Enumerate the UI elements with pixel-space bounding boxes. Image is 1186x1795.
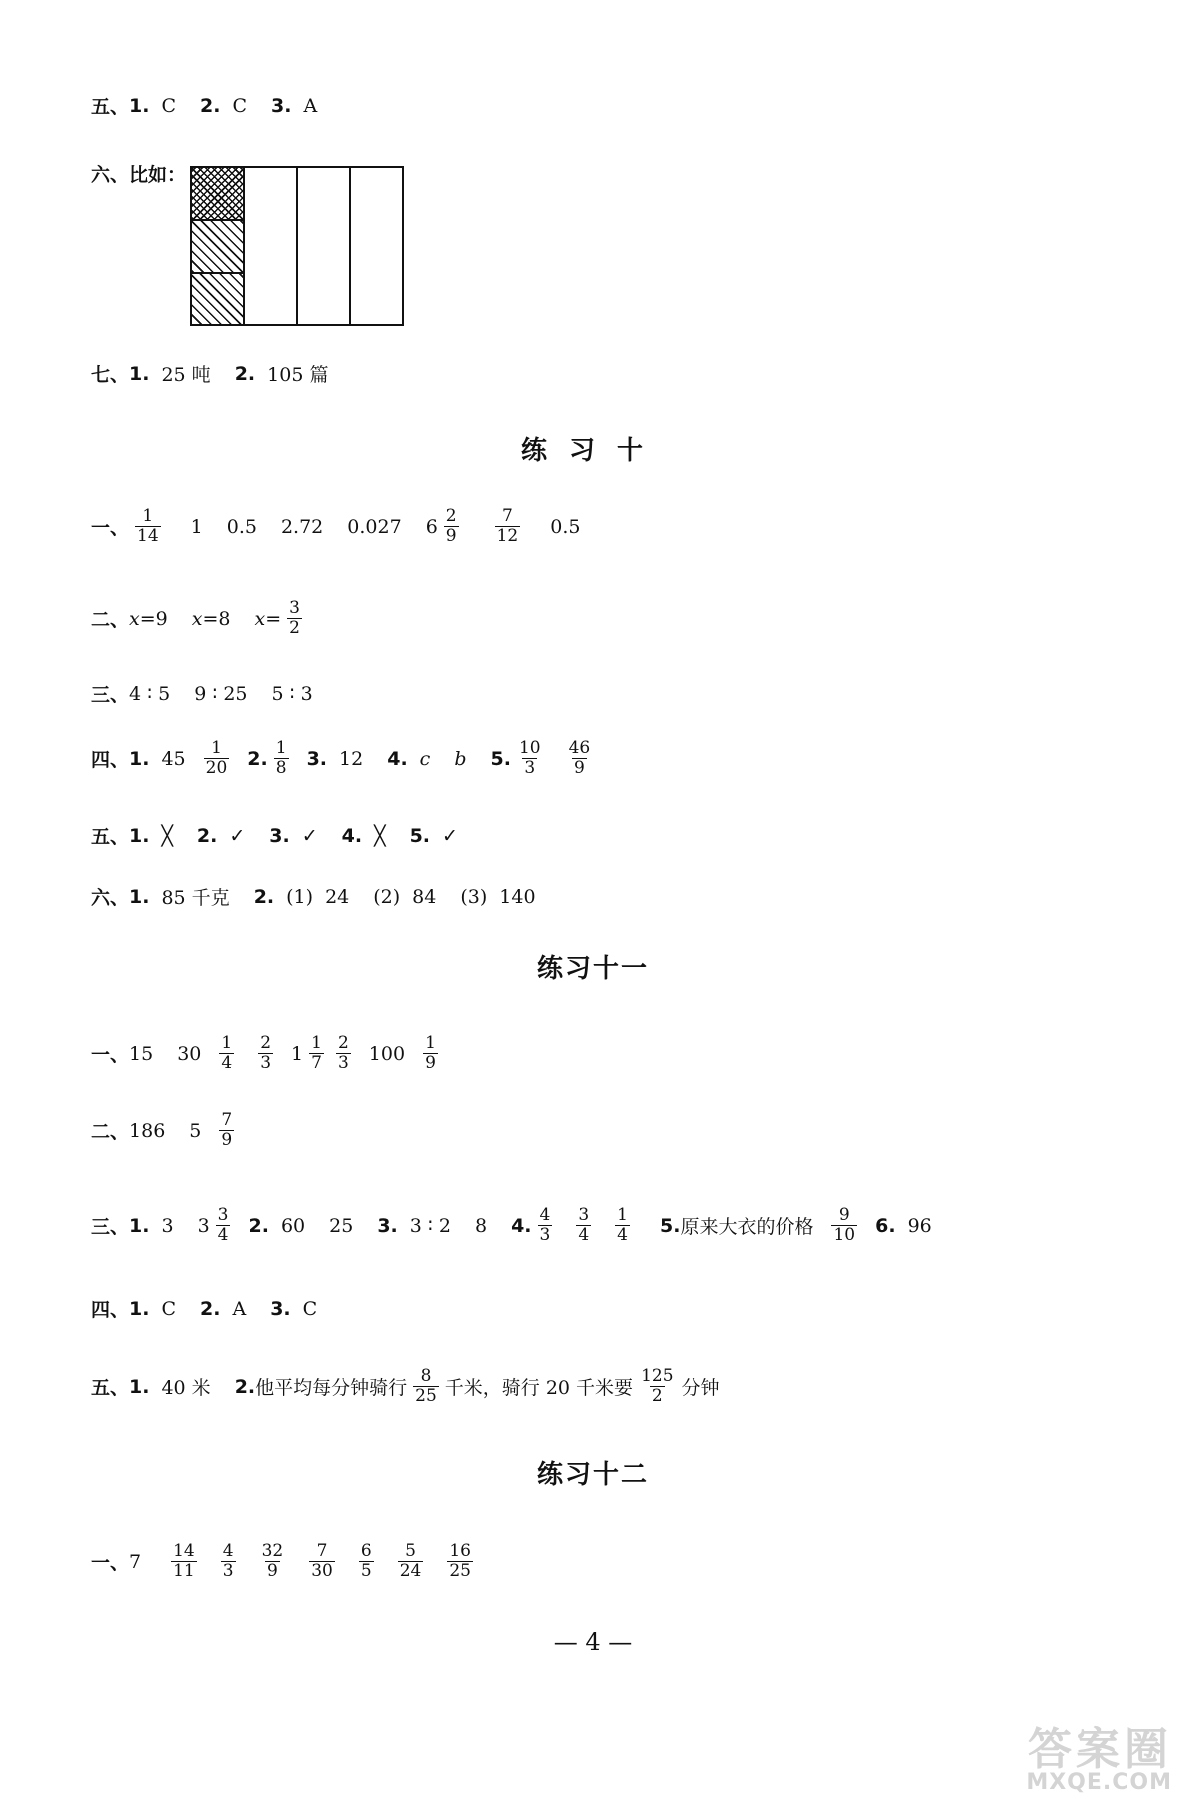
fraction: $\frac{3}{2}$ [289, 598, 300, 638]
answer: 2.72 [280, 515, 324, 538]
answer: 60 [280, 1214, 306, 1237]
fraction: 10 3 [518, 738, 541, 778]
ex11-q4-line [91, 1295, 317, 1322]
fraction: 14 11 [173, 1541, 195, 1581]
answer: 7 [129, 1550, 142, 1573]
item-num: 3. [306, 747, 328, 770]
ex11-q3-line [91, 1207, 932, 1245]
answer: 40 米 [161, 1377, 211, 1400]
answer: 85 千克 [161, 887, 230, 909]
check-mark: ✓ [301, 824, 318, 847]
item-num: 2. [248, 1214, 269, 1237]
section-title: 练习十二 [536, 1460, 649, 1490]
watermark-line2: MXQE.COM [1026, 1770, 1172, 1795]
answer: 8 [474, 1214, 488, 1237]
ex12-q1-line [91, 1543, 479, 1581]
mixed-whole: 6 [425, 515, 438, 538]
label: 五、 [91, 96, 130, 118]
label: 一、 [91, 1552, 130, 1575]
fraction: 32 9 [261, 1541, 284, 1581]
label: 五、 [91, 1377, 130, 1400]
section-title: 练习十一 [536, 954, 649, 984]
item-num: 2. [200, 1297, 221, 1320]
answer: 12 [339, 747, 364, 770]
prev-q5-line [91, 92, 317, 119]
answer: c [419, 747, 431, 770]
cross-mark: ╳ [161, 824, 173, 847]
item-num: 6. [875, 1214, 896, 1237]
fraction: 3 4 [217, 1205, 229, 1245]
item-num: 1. [129, 885, 150, 908]
answer: C [302, 1297, 318, 1320]
answer: 0.027 [347, 515, 402, 538]
fraction: 2 3 [260, 1033, 272, 1073]
answer: C [161, 94, 177, 117]
fraction: 4 3 [222, 1541, 234, 1581]
label: 四、 [91, 1299, 130, 1321]
ex11-q2-line [91, 1112, 240, 1150]
answer: 9 [155, 607, 168, 630]
item-num: 1. [129, 824, 150, 847]
answer: 15 [129, 1042, 154, 1065]
answer: 96 [907, 1214, 932, 1237]
item-num: 4. [341, 824, 363, 847]
label: 二、 [91, 609, 130, 632]
item-num: 3. [269, 824, 290, 847]
ratio: 3 ∶ 2 [409, 1214, 451, 1237]
mixed-whole: 1 [291, 1042, 304, 1065]
prev-q7-line [91, 360, 328, 387]
sub-num: (1) [286, 885, 314, 908]
answer: 0.5 [550, 515, 581, 538]
ex10-q6-line [91, 883, 536, 910]
fraction: 1 9 [425, 1033, 436, 1073]
sub-num: (3) [460, 885, 488, 908]
item-num: 3. [270, 1297, 291, 1320]
fraction: 9 10 [833, 1205, 856, 1245]
item-num: 1. [129, 362, 150, 385]
item-num: 5. [490, 747, 511, 770]
crosshatched-cell [192, 168, 244, 221]
fraction: 5 24 [399, 1541, 422, 1581]
variable: x [254, 607, 266, 630]
item-num: 1. [129, 1375, 150, 1398]
ratio: 4 ∶ 5 [129, 682, 171, 705]
label: 六、比如： [91, 164, 187, 186]
label: 五、 [91, 826, 130, 848]
label: 三、 [91, 1216, 130, 1239]
divider [296, 168, 298, 324]
answer: 105 篇 [267, 364, 329, 386]
fraction: 4 3 [539, 1205, 551, 1245]
page-number: — 4 — [553, 1628, 633, 1656]
equals: = [202, 607, 219, 630]
item-num: 4. [387, 747, 408, 770]
ex11-q1-line [91, 1035, 444, 1073]
hatched-cell [192, 274, 244, 326]
answer: C [232, 94, 248, 117]
mixed-whole: 3 [197, 1214, 210, 1237]
answer: A [232, 1297, 247, 1320]
ex10-q3-line [91, 680, 313, 707]
item-num: 1. [129, 94, 150, 117]
answer: A [303, 94, 318, 117]
label: 六、 [91, 887, 130, 909]
label: 四、 [91, 749, 130, 772]
hatched-cell [192, 221, 244, 274]
section-title: 练习十 [520, 436, 665, 466]
answer: C [161, 1297, 177, 1320]
answer: 24 [325, 885, 350, 908]
watermark [1026, 1724, 1172, 1795]
fraction-diagram [190, 166, 404, 326]
answer: 8 [218, 607, 231, 630]
ex10-q4-line [91, 740, 598, 778]
label: 三、 [91, 684, 130, 706]
ex10-q2-line [91, 600, 308, 638]
item-num: 2. [234, 1375, 256, 1398]
answer: 30 [177, 1042, 202, 1065]
item-num: 1. [129, 1214, 150, 1237]
check-mark: ✓ [229, 824, 246, 847]
ex10-q1-line [91, 508, 580, 546]
fraction: 1 7 [311, 1033, 322, 1073]
item-num: 3. [271, 94, 292, 117]
fraction: 125 2 [641, 1366, 674, 1406]
item-num: 2. [253, 885, 275, 908]
answer: 186 [129, 1119, 166, 1142]
fraction: 3 4 [578, 1205, 590, 1245]
prev-q6-line [91, 160, 186, 187]
answer: 25 吨 [161, 364, 211, 386]
ex10-q5-line [91, 822, 458, 849]
item-num: 2. [200, 94, 221, 117]
answer: 3 [161, 1214, 174, 1237]
item-num: 1. [129, 1297, 150, 1320]
fraction: 2 3 [337, 1033, 349, 1073]
fraction: 46 9 [568, 738, 591, 778]
fraction: 6 5 [360, 1541, 372, 1581]
label: 二、 [91, 1121, 130, 1144]
cross-mark: ╳ [374, 824, 386, 847]
label: 一、 [91, 1044, 130, 1067]
answer: b [454, 747, 467, 770]
item-num: 2. [247, 747, 268, 770]
fraction: 8 25 [415, 1366, 437, 1406]
fraction: 1 14 [137, 506, 159, 546]
answer: 45 [161, 747, 186, 770]
fraction: 1 4 [617, 1205, 628, 1245]
answer-text: 千米，骑行 20 千米要 [444, 1377, 634, 1400]
item-num: 4. [511, 1214, 532, 1237]
fraction: 1 8 [275, 738, 287, 778]
fraction: 7 30 [311, 1541, 333, 1581]
equals: = [139, 607, 156, 630]
check-mark: ✓ [442, 824, 458, 847]
ex11-q5-line [91, 1368, 720, 1406]
fraction: 1 20 [205, 738, 228, 778]
item-num: 1. [129, 747, 150, 770]
answer: 1 [190, 515, 203, 538]
fraction: 16 25 [449, 1541, 471, 1581]
item-num: 2. [234, 362, 256, 385]
sub-num: (2) [373, 885, 401, 908]
answer-text: 他平均每分钟骑行 [255, 1377, 408, 1400]
label: 一、 [91, 517, 130, 540]
fraction: 7 9 [221, 1110, 233, 1150]
item-num: 5. [660, 1214, 681, 1237]
fraction: 2 9 [445, 506, 457, 546]
ratio: 9 ∶ 25 [194, 682, 248, 705]
divider [243, 168, 245, 324]
answer-text: 分钟 [681, 1377, 720, 1400]
item-num: 3. [377, 1214, 398, 1237]
answer: 0.5 [226, 515, 257, 538]
answer: 25 [329, 1214, 354, 1237]
fraction: 1 4 [221, 1033, 233, 1073]
equals: = [265, 607, 282, 630]
ratio: 5 ∶ 3 [271, 682, 313, 705]
answer: 100 [368, 1042, 406, 1065]
answer: 84 [412, 885, 437, 908]
variable: x [129, 607, 140, 630]
answer: 5 [189, 1119, 202, 1142]
divider [349, 168, 351, 324]
watermark-line1: 答案圈 [1028, 1724, 1172, 1775]
label: 七、 [91, 364, 130, 386]
item-num: 5. [409, 824, 431, 847]
answer: 140 [499, 885, 536, 908]
fraction: 7 12 [496, 506, 519, 546]
item-num: 2. [196, 824, 218, 847]
variable: x [191, 607, 203, 630]
answer: 原来大衣的价格 [680, 1216, 814, 1239]
